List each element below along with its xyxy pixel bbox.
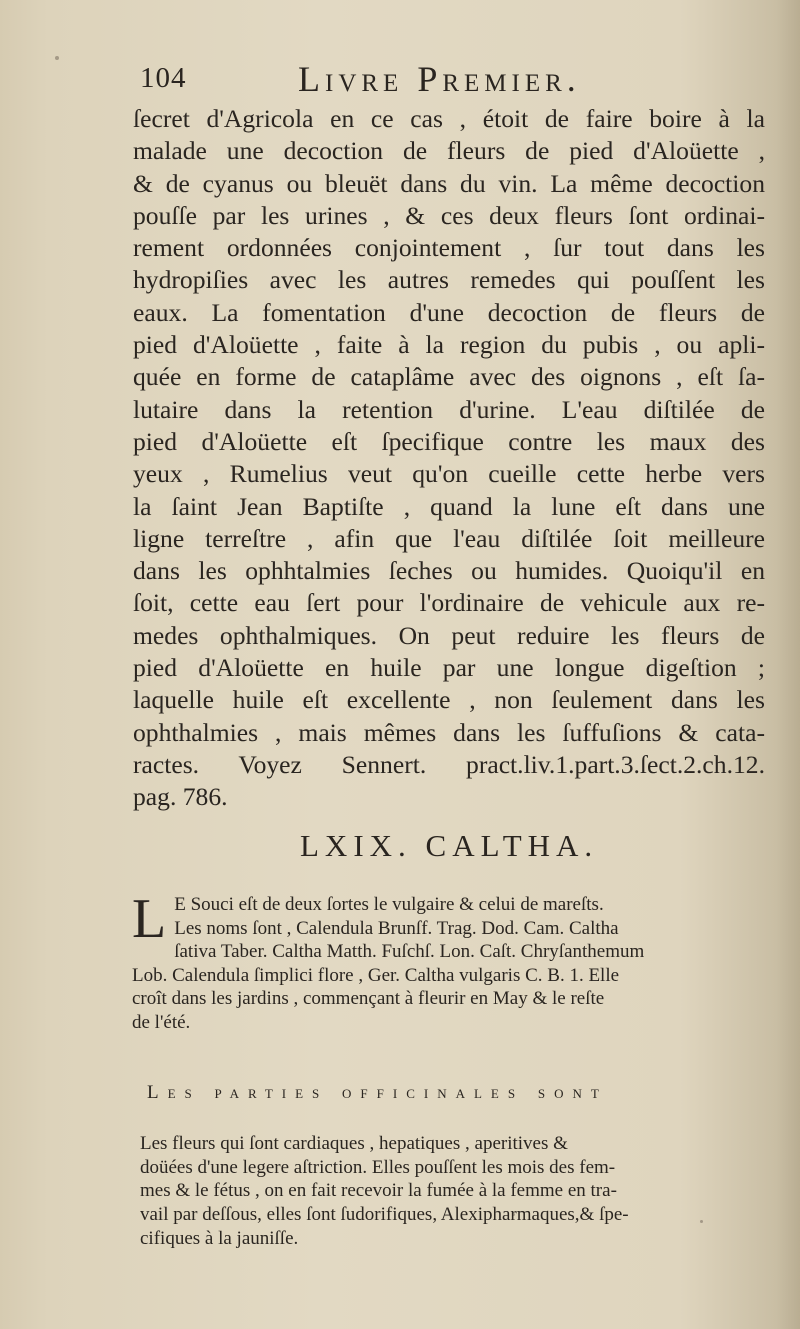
text-line: malade une decoction de fleurs de pied d'Aloüette , (133, 136, 765, 166)
text-line: pag. 786. (133, 782, 228, 812)
text-line: ſoit, cette eau ſert pour l'ordinaire de vehicule aux re- (133, 588, 765, 618)
text-line: la ſaint Jean Baptiſte , quand la lune eſt dans une (133, 491, 765, 521)
ink-speck (512, 1213, 515, 1216)
drop-cap: L (132, 888, 167, 950)
text-line: croît dans les jardins , commençant à fleurir en May & le reſte (132, 988, 605, 1010)
text-line: de l'été. (132, 1011, 191, 1033)
text-line: eaux. La fomentation d'une decoction de fleurs de (133, 297, 765, 327)
parts-heading: Les parties officinales sont (147, 1082, 608, 1103)
text-line: pied d'Aloüette , faite à la region du pubis , ou apli- (133, 330, 765, 360)
text-line: doüées d'une legere aſtriction. Elles pouſſent les mois des fem- (140, 1156, 616, 1178)
text-line: cifiques à la jauniſſe. (140, 1227, 299, 1249)
page-number: 104 (140, 62, 187, 94)
text-line: yeux , Rumelius veut qu'on cueille cette herbe vers (133, 459, 765, 489)
text-line: hydropiſies avec les autres remedes qui pouſſent les (133, 265, 765, 295)
text-line: quée en forme de cataplâme avec des oignons , eſt ſa- (133, 362, 765, 392)
text-line: Les noms ſont , Calendula Brunſf. Trag. Dod. Cam. Caltha (174, 917, 619, 939)
text-line: vail par deſſous, elles ſont ſudorifiques, Alexipharmaques,& ſpe- (140, 1204, 629, 1226)
main-paragraph (133, 103, 765, 814)
caltha-paragraph (132, 888, 766, 1035)
text-line: mes & le fétus , on en fait recevoir la fumée à la femme en tra- (140, 1180, 617, 1202)
text-line: medes ophthalmiques. On peut reduire les fleurs de (133, 620, 765, 650)
section-title: LXIX. CALTHA. (300, 828, 599, 863)
text-line: lutaire dans la retention d'urine. L'eau diſtilée de (133, 394, 765, 424)
text-line: pied d'Aloüette eſt ſpecifique contre les maux des (133, 426, 765, 456)
text-line: laquelle huile eſt excellente , non ſeulement dans les (133, 685, 765, 715)
ink-speck (55, 56, 59, 60)
text-line: ractes. Voyez Sennert. pract.liv.1.part.3.ſect.2.ch.12. (133, 749, 765, 779)
text-line: ſecret d'Agricola en ce cas , étoit de faire boire à la (133, 104, 765, 133)
text-line: ſativa Taber. Caltha Matth. Fuſchſ. Lon. Caſt. Chryſanthemum (174, 941, 645, 963)
text-line: pouſſe par les urines , & ces deux fleurs ſont ordinai- (133, 200, 765, 230)
parts-paragraph (140, 1132, 766, 1251)
ink-speck (700, 1220, 703, 1223)
text-line: rement ordonnées conjointement , ſur tout dans les (133, 233, 765, 263)
text-line: pied d'Aloüette en huile par une longue digeſtion ; (133, 653, 765, 683)
page-header (140, 58, 780, 102)
text-line: Lob. Calendula ſimplici flore , Ger. Caltha vulgaris C. B. 1. Elle (132, 964, 620, 986)
text-line: Les fleurs qui ſont cardiaques , hepatiques , aperitives & (140, 1133, 568, 1154)
text-line: E Souci eſt de deux ſortes le vulgaire & celui de mareſts. (174, 894, 604, 915)
text-line: ligne terreſtre , afin que l'eau diſtilée ſoit meilleure (133, 523, 765, 553)
text-line: dans les ophhtalmies ſeches ou humides. Quoiqu'il en (133, 556, 765, 586)
text-line: ophthalmies , mais mêmes dans les ſuffuſions & cata- (133, 717, 765, 747)
running-head: Livre Premier. (298, 59, 581, 99)
text-line: & de cyanus ou bleuët dans du vin. La même decoction (133, 168, 765, 198)
